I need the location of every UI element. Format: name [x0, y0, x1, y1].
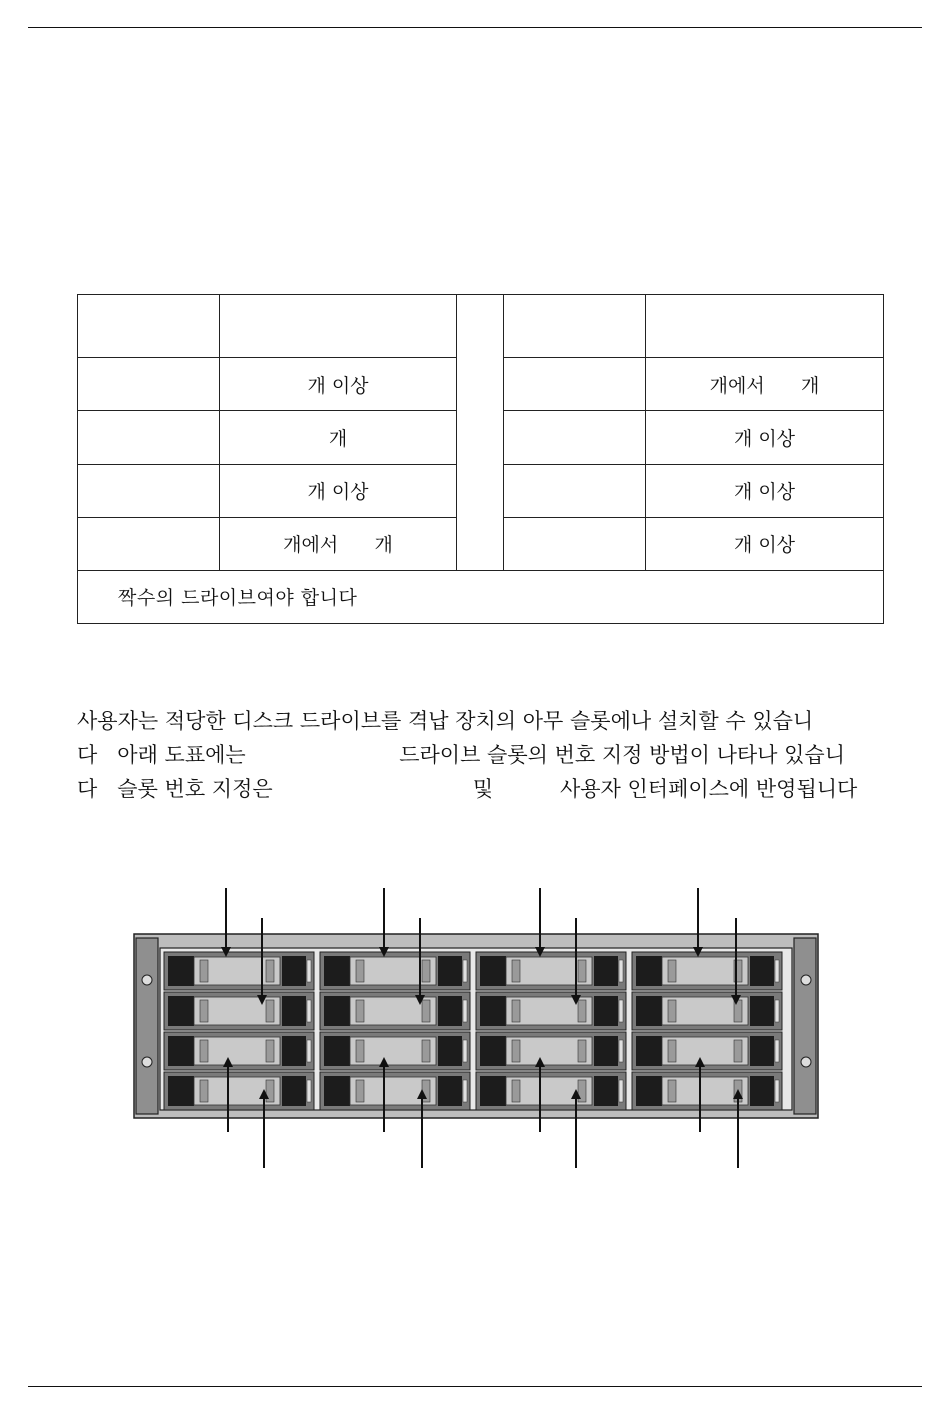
table-cell: 개에서 개: [646, 358, 884, 411]
top-rule: [28, 27, 922, 28]
table-footnote: 짝수의 드라이브여야 합니다: [78, 570, 884, 623]
drive-slot: [320, 1032, 470, 1070]
drive-slot: [632, 992, 782, 1030]
table-cell: [78, 295, 220, 358]
table-header-row: [78, 295, 884, 358]
drive-slot: [320, 952, 470, 990]
table-cell: [504, 295, 646, 358]
table-cell: [504, 517, 646, 570]
drive-slot: [164, 952, 314, 990]
paragraph-line: 다 아래 도표에는 드라이브 슬롯의 번호 지정 방법이 나타나 있습니: [77, 743, 846, 767]
drive-slot: [632, 1032, 782, 1070]
drive-slot: [320, 1072, 470, 1110]
table-cell: [78, 411, 220, 464]
drive-slot: [632, 952, 782, 990]
drive-slot: [476, 1032, 626, 1070]
drive-slot: [476, 992, 626, 1030]
table-cell: 개 이상: [220, 464, 457, 517]
table-cell: [504, 358, 646, 411]
right-ear: [794, 938, 816, 1114]
screw-icon: [801, 975, 811, 985]
table-cell: 개 이상: [646, 411, 884, 464]
drive-slot: [320, 992, 470, 1030]
paragraph-line: 사용자는 적당한 디스크 드라이브를 격납 장치의 아무 슬롯에나 설치할 수 있습니: [77, 709, 814, 733]
drive-slot: [476, 952, 626, 990]
table-spacer: [457, 295, 504, 571]
drive-slot: [164, 1032, 314, 1070]
screw-icon: [142, 1057, 152, 1067]
drive-slot: [632, 1072, 782, 1110]
table-footnote-row: [78, 570, 884, 623]
table-cell: [78, 464, 220, 517]
paragraph-line: 다 슬롯 번호 지정은 및 사용자 인터페이스에 반영됩니다: [77, 777, 858, 801]
drive-slot: [476, 1072, 626, 1110]
table-cell: 개: [220, 411, 457, 464]
left-ear: [136, 938, 158, 1114]
table-cell: 개 이상: [646, 517, 884, 570]
drive-enclosure-diagram: [0, 880, 950, 1180]
table-cell: 개 이상: [220, 358, 457, 411]
table-cell: [78, 517, 220, 570]
table-cell: [220, 295, 457, 358]
drive-slot: [164, 1072, 314, 1110]
screw-icon: [142, 975, 152, 985]
bottom-rule: [28, 1386, 922, 1387]
table-cell: 개 이상: [646, 464, 884, 517]
drive-requirement-table: [77, 294, 884, 624]
table-cell: [504, 411, 646, 464]
table-cell: [646, 295, 884, 358]
table-cell: [78, 358, 220, 411]
drive-slot: [164, 992, 314, 1030]
screw-icon: [801, 1057, 811, 1067]
table-cell: 개에서 개: [220, 517, 457, 570]
table-cell: [504, 464, 646, 517]
